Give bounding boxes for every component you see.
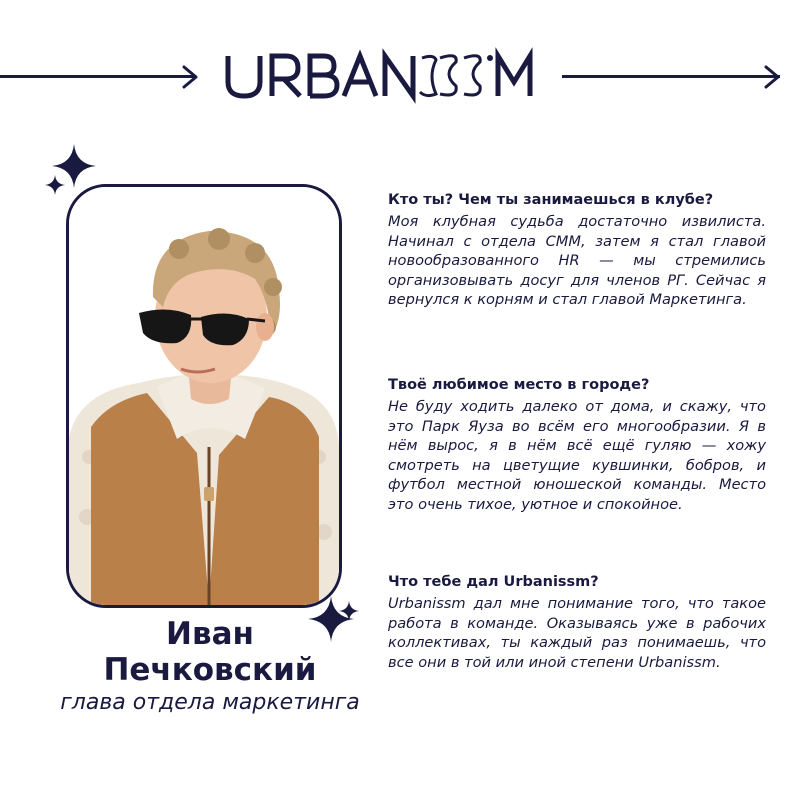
header-line-left xyxy=(0,75,195,78)
person-name xyxy=(40,616,380,688)
answer: Моя клубная судьба достаточно извилиста. Начинал с отдела СММ, затем я стал главой новообразованного HR — мы стремились организовывать досуг для членов РГ. Сейчас я вернулся к корням и стал главой Маркетинга. xyxy=(388,213,766,308)
sparkle-icon xyxy=(44,174,66,196)
question: Что тебе дал Urbanissm? xyxy=(388,574,599,590)
answer: Не буду ходить далеко от дома, и скажу, что это Парк Яуза во всём его многообразии. Я в нём вырос, я в нём всё ещё гуляю — хожу смотреть на цветущие кувшинки, бобров, и футбол местной юношеской команды. Место это очень тихое, уютное и спокойное. xyxy=(388,398,766,513)
qa-block-1 xyxy=(388,190,766,310)
qa-block-3 xyxy=(388,572,766,672)
arrow-right-icon xyxy=(760,64,786,90)
arrow-right-icon xyxy=(178,64,204,90)
header-line-right xyxy=(562,75,780,78)
question: Твоё любимое место в городе? xyxy=(388,377,650,393)
qa-block-2 xyxy=(388,375,766,514)
name-first: Иван xyxy=(166,616,254,652)
answer: Urbanissm дал мне понимание того, что такое работа в команде. Оказываясь уже в рабочих коллективах, ты каждый раз понимаешь, что все они в той или иной степени Urbanissm. xyxy=(388,595,766,671)
profile-photo xyxy=(66,184,342,608)
person-role: глава отдела маркетинга xyxy=(60,690,360,715)
urbanissm-logo xyxy=(222,46,542,106)
question: Кто ты? Чем ты занимаешься в клубе? xyxy=(388,192,714,208)
name-last: Печковский xyxy=(103,652,317,688)
